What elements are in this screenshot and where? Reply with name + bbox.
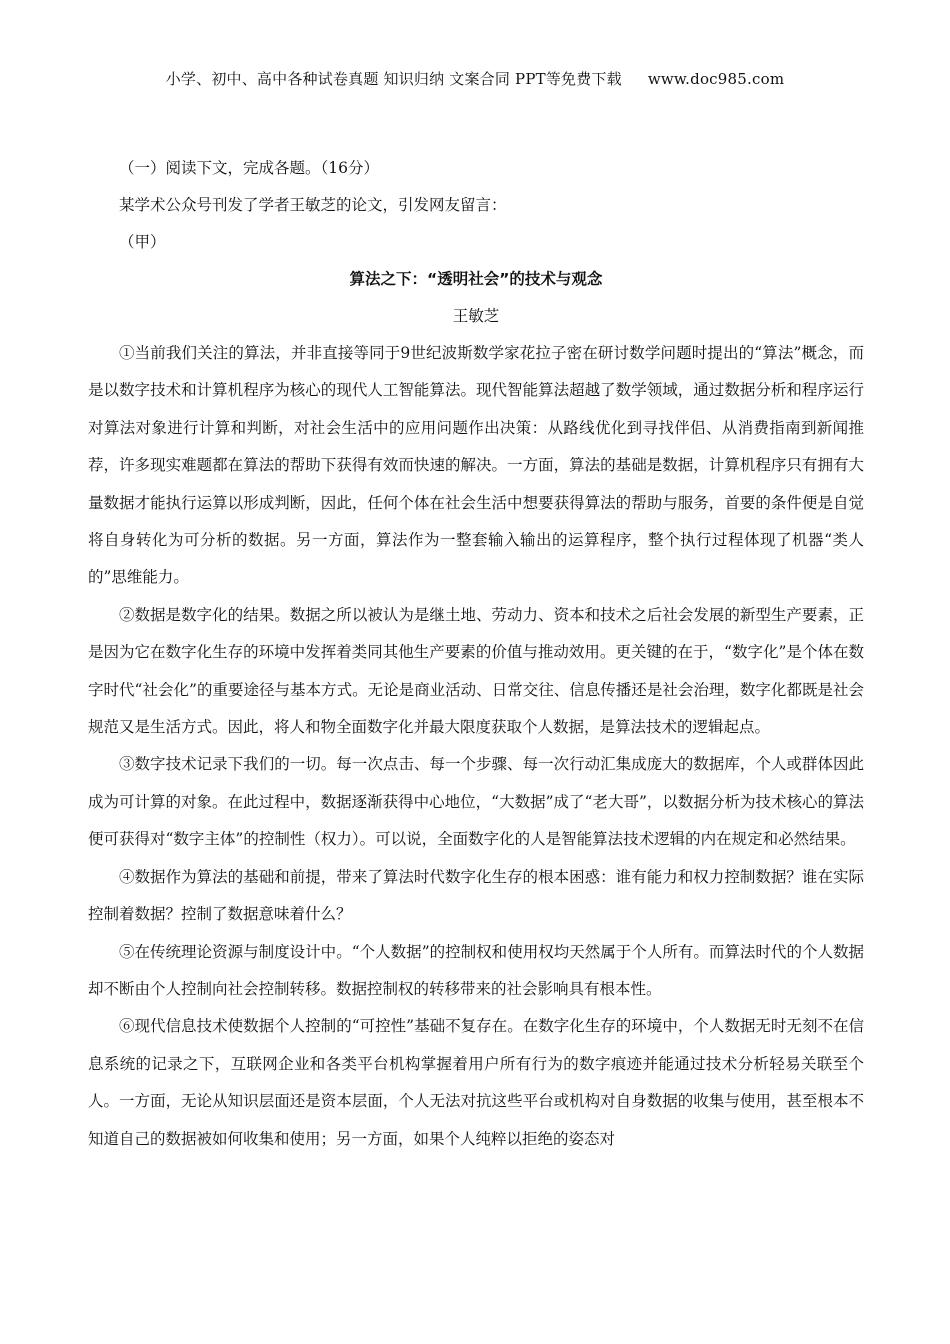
article-paragraph-3: ③数字技术记录下我们的一切。每一次点击、每一个步骤、每一次行动汇集成庞大的数据库，个人或群体因此成为可计算的对象。在此过程中，数据逐渐获得中心地位，“大数据”成了“老大哥”，以数据分析为技术核心的算法便可获得对“数字主体”的控制性（权力）。可以说，全面数字化的人是智能算法技术逻辑的内在规定和必然结果。 [88, 755, 864, 849]
article-title: 算法之下：“透明社会”的技术与观念 [349, 270, 603, 288]
article-paragraph-5: ⑤在传统理论资源与制度设计中。“个人数据”的控制权和使用权均天然属于个人所有。而算法时代的个人数据却不断由个人控制向社会控制转移。数据控制权的转移带来的社会影响具有根本性。 [88, 942, 864, 998]
article-paragraph-1: ①当前我们关注的算法，并非直接等同于9世纪波斯数学家花拉子密在研讨数学问题时提出的“算法”概念，而是以数字技术和计算机程序为核心的现代人工智能算法。现代智能算法超越了数学领域，通过数据分析和程序运行对算法对象进行计算和判断，对社会生活中的应用问题作出决策：从路线优化到寻找伴侣、从消费指南到新闻推荐，许多现实难题都在算法的帮助下获得有效而快速的解决。一方面，算法的基础是数据，计算机程序只有拥有大量数据才能执行运算以形成判断，因此，任何个体在社会生活中想要获得算法的帮助与服务，首要的条件便是自觉将自身转化为可分析的数据。另一方面，算法作为一整套输入输出的运算程序，整个执行过程体现了机器“类人的”思维能力。 [88, 344, 864, 587]
header-site-link[interactable]: www.doc985.com [647, 70, 785, 88]
part-label: （甲） [119, 233, 166, 251]
article-paragraph-6: ⑥现代信息技术使数据个人控制的“可控性”基础不复存在。在数字化生存的环境中，个人数据无时无刻不在信息系统的记录之下，互联网企业和各类平台机构掌握着用户所有行为的数字痕迹并能通过技术分析轻易关联至个人。一方面，无论从知识层面还是资本层面，个人无法对抗这些平台或机构对自身数据的收集与使用，甚至根本不知道自己的数据被如何收集和使用；另一方面，如果个人纯粹以拒绝的姿态对 [88, 1017, 864, 1148]
document-body [88, 150, 864, 1158]
page-header [0, 68, 950, 89]
section-intro: 某学术公众号刊发了学者王敏芝的论文，引发网友留言： [119, 196, 507, 214]
article-paragraph-2: ②数据是数字化的结果。数据之所以被认为是继土地、劳动力、资本和技术之后社会发展的新型生产要素，正是因为它在数字化生存的环境中发挥着类同其他生产要素的价值与推动效用。更关键的在于，“数字化”是个体在数字时代“社会化”的重要途径与基本方式。无论是商业活动、日常交往、信息传播还是社会治理，数字化都既是社会规范又是生活方式。因此，将人和物全面数字化并最大限度获取个人数据，是算法技术的逻辑起点。 [88, 605, 864, 737]
section-heading: （一）阅读下文，完成各题。（16分） [119, 159, 379, 177]
article-paragraph-4: ④数据作为算法的基础和前提，带来了算法时代数字化生存的根本困惑：谁有能力和权力控制数据？谁在实际控制着数据？控制了数据意味着什么？ [88, 867, 864, 924]
article-author: 王敏芝 [452, 307, 500, 325]
header-text: 小学、初中、高中各种试卷真题 知识归纳 文案合同 PPT等免费下载 [165, 70, 622, 88]
